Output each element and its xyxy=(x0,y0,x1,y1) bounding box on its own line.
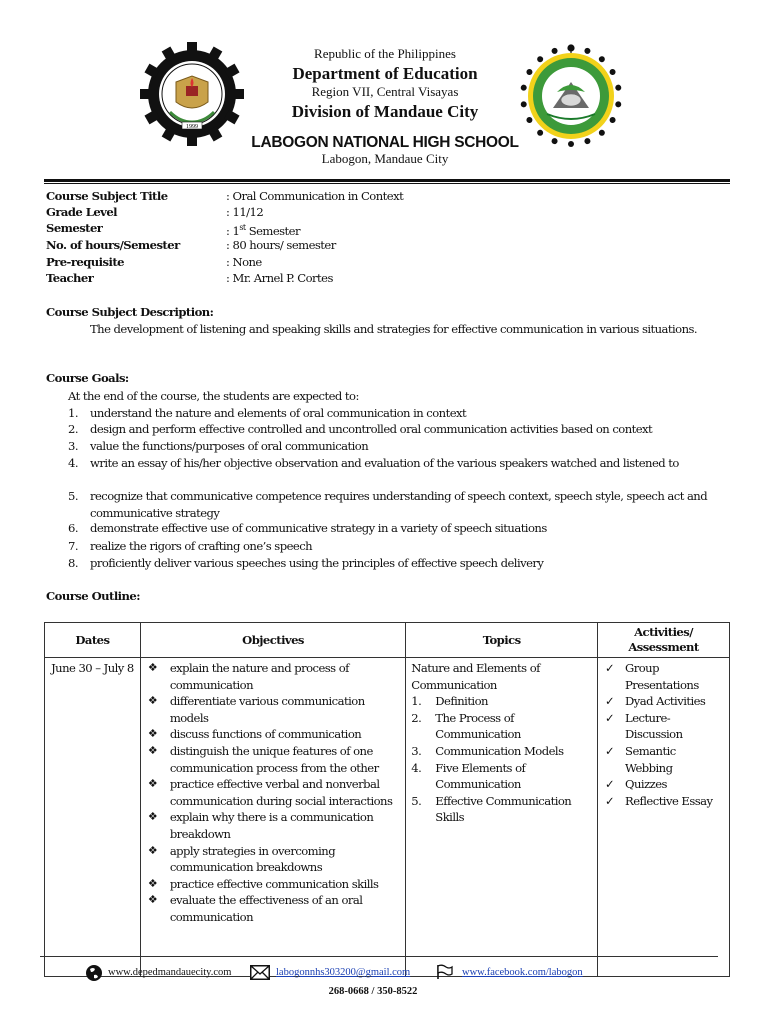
info-row xyxy=(46,188,726,204)
footer-email-link[interactable]: labogonnhs303200@gmail.com xyxy=(276,967,411,978)
objective-item: ❖ explain why there is a communication breakdown xyxy=(146,809,400,842)
column-header-objectives: Objectives xyxy=(140,623,405,658)
footer-website[interactable]: www.depedmandauecity.com xyxy=(108,967,232,978)
info-row xyxy=(46,204,726,220)
activity-item: ✓ Reflective Essay xyxy=(603,793,724,810)
info-label: No. of hours/Semester xyxy=(46,238,180,252)
objective-item: ❖ evaluate the effectiveness of an oral communication xyxy=(146,892,400,925)
topic-item: 3. Communication Models xyxy=(411,743,564,758)
cell-objectives xyxy=(140,658,405,977)
activity-item: ✓ Dyad Activities xyxy=(603,693,724,710)
facebook-flag-icon xyxy=(436,964,454,980)
header-division: Division of Mandaue City xyxy=(291,102,479,121)
info-row xyxy=(46,270,726,286)
info-row xyxy=(46,237,726,253)
header-divider-thin xyxy=(44,183,730,184)
header-republic: Republic of the Philippines xyxy=(314,46,456,61)
topic-item: 1. Definition xyxy=(411,694,488,709)
table-header-row xyxy=(45,623,730,658)
activity-item: ✓ Lecture-Discussion xyxy=(603,710,724,743)
header-school-address: Labogon, Mandaue City xyxy=(321,151,449,166)
activity-item: ✓ Group Presentations xyxy=(603,660,724,693)
info-value: : Mr. Arnel P. Cortes xyxy=(226,271,333,285)
info-label: Pre-requisite xyxy=(46,255,124,269)
objective-item: ❖ explain the nature and process of communication xyxy=(146,660,400,693)
objective-item: ❖ apply strategies in overcoming communication breakdowns xyxy=(146,843,400,876)
info-value: : None xyxy=(226,255,262,269)
info-row xyxy=(46,220,726,236)
header-school-name: LABOGON NATIONAL HIGH SCHOOL xyxy=(251,134,519,151)
objective-item: ❖ discuss functions of communication xyxy=(146,726,400,743)
info-label: Grade Level xyxy=(46,205,118,219)
goals-heading: Course Goals: xyxy=(46,371,129,385)
objective-item: ❖ distinguish the unique features of one communication process from the other xyxy=(146,743,400,776)
header-divider-thick xyxy=(44,179,730,182)
course-outline-table xyxy=(44,622,730,977)
labogon-school-seal-logo xyxy=(517,42,625,150)
topic-item: 2. The Process of Communication xyxy=(411,710,521,742)
activity-item: ✓ Semantic Webbing xyxy=(603,743,724,776)
info-row xyxy=(46,254,726,270)
topic-title: Nature and Elements of Communication xyxy=(411,661,540,692)
cell-topics xyxy=(406,658,598,977)
header-department: Department of Education xyxy=(292,64,478,83)
table-row xyxy=(45,658,730,977)
objective-item: ❖ differentiate various communication models xyxy=(146,693,400,726)
activity-item: ✓ Quizzes xyxy=(603,776,724,793)
goals-intro: At the end of the course, the students are expected to: xyxy=(68,389,359,403)
footer-phone: 268-0668 / 350-8522 xyxy=(328,986,418,997)
cell-date: June 30 – July 8 xyxy=(45,658,141,977)
column-header-topics: Topics xyxy=(406,623,598,658)
info-label: Teacher xyxy=(46,271,94,285)
outline-heading: Course Outline: xyxy=(46,589,140,603)
footer-facebook-link[interactable]: www.facebook.com/labogon xyxy=(462,967,583,978)
info-value: : 80 hours/ semester xyxy=(226,238,336,252)
topic-item: 5. Effective Communication Skills xyxy=(411,793,572,825)
info-value: : 11/12 xyxy=(226,205,264,219)
topic-item: 4. Five Elements of Communication xyxy=(411,760,526,792)
objective-item: ❖ practice effective verbal and nonverbal communication during social interactions xyxy=(146,776,400,809)
info-label: Course Subject Title xyxy=(46,189,168,203)
description-text: The development of listening and speaking skills and strategies for effective communication in various situations. xyxy=(90,322,698,336)
cell-activities xyxy=(598,658,730,977)
footer-divider xyxy=(40,956,718,957)
seal-year: 1999 xyxy=(186,124,198,130)
info-value: : Oral Communication in Context xyxy=(226,189,404,203)
info-value: : 1st Semester xyxy=(226,223,300,238)
column-header-dates: Dates xyxy=(45,623,141,658)
column-header-activities: Activities/ Assessment xyxy=(598,623,730,658)
objective-item: ❖ practice effective communication skills xyxy=(146,876,400,893)
envelope-icon xyxy=(250,965,270,980)
description-heading: Course Subject Description: xyxy=(46,305,214,319)
info-label: Semester xyxy=(46,221,103,235)
deped-division-seal-logo xyxy=(140,42,244,146)
header-region: Region VII, Central Visayas xyxy=(311,84,459,99)
globe-icon xyxy=(85,964,103,982)
